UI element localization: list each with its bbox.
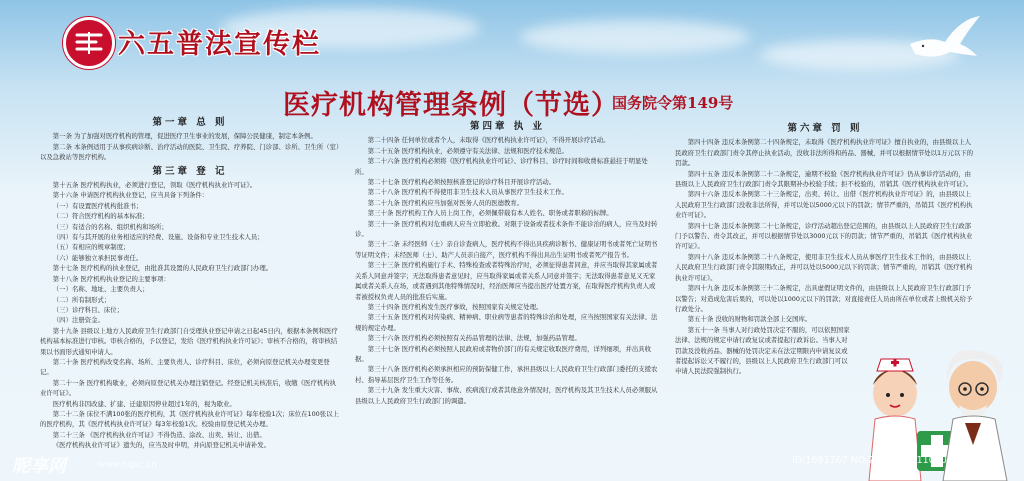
article: 第四十四条 违反本条例第二十四条规定，未取得《医疗机构执业许可证》擅自执业的，由县级以上人民政府卫生行政部门责令其停止执业活动，没收非法所得和药品、器械，并可以根据情节处以1万元以下的罚款。 bbox=[675, 138, 974, 168]
article: 第十五条 医疗机构执业，必须进行登记，领取《医疗机构执业许可证》。 bbox=[52, 181, 257, 190]
article: 第十九条 县级以上地方人民政府卫生行政部门自受理执业登记申请之日起45日内，根据本条例和医疗机构基本标准进行审核。审核合格的，予以登记，发给《医疗机构执业许可证》；审核不合格的，将审核结果以书面形式通知申请人。 bbox=[40, 326, 338, 356]
article: 第二十三条 《医疗机构执业许可证》不得伪造、涂改、出卖、转让、出借。 bbox=[52, 430, 266, 439]
article: 第三十一条 医疗机构对危重病人应当立即抢救。对限于设备或者技术条件不能诊治的病人，应当及时转诊。 bbox=[355, 219, 658, 239]
article: 第三十七条 医疗机构必须按照人民政府或者物价部门的有关规定收取医疗费用，详列细项，并出具收据。 bbox=[355, 344, 652, 363]
article: 第四十九条 违反本条例第三十二条规定，出具虚假证明文件的，由县级以上人民政府卫生行政部门予以警告；对造成危害后果的，可以处以1000元以下的罚款；对直接责任人员由所在单位或者上级机关给予行政处分。 bbox=[675, 284, 973, 313]
article: 第二十八条 医疗机构不得使用非卫生技术人员从事医疗卫生技术工作。 bbox=[367, 188, 568, 197]
article: 第五十一条 当事人对行政处罚决定不服的，可以依照国家法律、法规的规定申请行政复议或者提起行政诉讼。当事人对罚款及没收药品、器械的处罚决定未在法定期限内申请复议或者提起诉讼又不履行的，县级以上人民政府卫生行政部门可以申请人民法院强制执行。 bbox=[675, 325, 850, 376]
article: 第二十条 医疗机构改变名称、场所、主要负责人、诊疗科目、床位，必须向原登记机关办理变更登记。 bbox=[40, 357, 330, 377]
header-banner bbox=[0, 0, 1024, 72]
article: 第十八条 医疗机构执业登记的主要事项： bbox=[52, 274, 170, 283]
list-item: （二）所有制形式； bbox=[52, 295, 111, 304]
article: 第二条 本条例适用于从事疾病诊断、治疗活动的医院、卫生院、疗养院、门诊部、诊所、卫生所（室）以及急救站等医疗机构。 bbox=[40, 142, 340, 162]
list-item: （二）符合医疗机构的基本标准； bbox=[52, 212, 149, 221]
article: 第四十七条 违反本条例第二十七条规定，诊疗活动超出登记范围的，由县级以上人民政府卫生行政部门予以警告、责令其改正，并可以根据情节处以3000元以下的罚款；情节严重的，吊销其《医疗机构执业许可证》。 bbox=[675, 221, 973, 251]
chapter-title: 第三章 登 记 bbox=[152, 165, 228, 177]
article: 医疗机构非因改建、扩建、迁建原因停业超过1年的，视为歇业。 bbox=[52, 399, 236, 408]
watermark-id: ID:1691767 NO:20170925110801480034 bbox=[792, 455, 990, 466]
list-item: （四）有与其开展的业务相适应的经费、设施、设备和专业卫生技术人员； bbox=[52, 233, 264, 242]
page-subtitle: 国务院令第149号 bbox=[612, 94, 734, 112]
watermark-logo: 昵享网 bbox=[12, 456, 66, 477]
article: 第三十条 医疗机构工作人员上岗工作，必须佩带载有本人姓名、职务或者职称的标牌。 bbox=[367, 209, 613, 218]
list-item: （三）诊疗科目、床位； bbox=[52, 305, 124, 314]
article: 第四十六条 违反本条例第二十三条规定，出卖、转让、出借《医疗机构执业许可证》的，由县级以上人民政府卫生行政部门没收非法所得，并可以处以5000元以下的罚款；情节严重的，吊销其《医疗机构执业许可证》。 bbox=[675, 190, 973, 220]
article: 第二十二条 床位不满100张的医疗机构，其《医疗机构执业许可证》每年校验1次；床位在100张以上的医疗机构，其《医疗机构执业许可证》每3年校验1次。校验由原登记机关办理。 bbox=[40, 409, 339, 429]
list-item: （四）注册资金。 bbox=[52, 316, 104, 325]
column-left bbox=[40, 118, 340, 451]
list-item: （一）名称、地址、主要负责人； bbox=[52, 285, 149, 294]
article: 第一条 为了加强对医疗机构的管理，促进医疗卫生事业的发展，保障公民健康，制定本条例。 bbox=[52, 132, 317, 141]
article: 第二十七条 医疗机构必须按照核准登记的诊疗科目开展诊疗活动。 bbox=[367, 178, 556, 187]
article: 第十六条 申请医疗机构执业登记，应当具备下列条件： bbox=[52, 191, 209, 200]
article: 第三十五条 医疗机构对传染病、精神病、职业病等患者的特殊诊治和处理，应当按照国家有关法律、法规的规定办理。 bbox=[355, 313, 658, 332]
logo-mark-icon bbox=[74, 29, 104, 57]
header-title: 六五普法宣传栏 bbox=[118, 29, 321, 60]
page-title: 医疗机构管理条例（节选） bbox=[283, 90, 619, 121]
list-item: （六）能够独立承担民事责任。 bbox=[52, 253, 143, 262]
list-item: （五）有相应的规章制度； bbox=[52, 243, 130, 252]
dove-icon bbox=[905, 14, 985, 66]
article: 第二十九条 医疗机构应当加强对医务人员的医德教育。 bbox=[367, 198, 524, 207]
article: 第三十九条 发生重大灾害、事故、疾病流行或者其他意外情况时，医疗机构及其卫生技术人员必须服从县级以上人民政府卫生行政部门的调遣。 bbox=[355, 386, 658, 405]
article: 第三十四条 医疗机构发生医疗事故，按照国家有关规定处理。 bbox=[367, 302, 543, 311]
article: 第二十一条 医疗机构歇业，必须向原登记机关办理注销登记。经登记机关核准后，收缴《医疗机构执业许可证》。 bbox=[40, 378, 337, 398]
article: 第十七条 医疗机构的执业登记，由批准其设置的人民政府卫生行政部门办理。 bbox=[52, 264, 273, 273]
list-item: （一）有设置医疗机构批准书； bbox=[52, 201, 143, 210]
chapter-title: 第六章 罚 则 bbox=[787, 123, 863, 134]
article: 第四十八条 违反本条例第二十八条规定，使用非卫生技术人员从事医疗卫生技术工作的，由县级以上人民政府卫生行政部门责令其限期改正，并可以处以5000元以下的罚款；情节严重的，吊销其《医疗机构执业许可证》。 bbox=[675, 252, 973, 282]
article: 第三十八条 医疗机构必须承担相应的预防保健工作，承担县级以上人民政府卫生行政部门委托的支援农村、指导基层医疗卫生工作等任务。 bbox=[355, 365, 658, 384]
watermark-url: www.nipic.cn bbox=[98, 460, 157, 470]
list-item: （三）有适合的名称、组织机构和场所； bbox=[52, 222, 168, 231]
article: 第三十三条 医疗机构施行手术、特殊检查或者特殊治疗时，必须征得患者同意，并应当取得其家属或者关系人同意并签字；无法取得患者意见时，应当取得家属或者关系人同意并签字；无法取得患者意见又无家属或者关系人在场，或者遇到其他特殊情况时，经治医师应当提出医疗处置方案，在取得医疗机构负责人或者被授权负责人员的批准后实施。 bbox=[355, 261, 658, 301]
article: 第二十六条 医疗机构必须将《医疗机构执业许可证》、诊疗科目、诊疗时间和收费标准悬挂于明显处所。 bbox=[355, 157, 648, 176]
logo-icon bbox=[63, 17, 115, 69]
article: 《医疗机构执业许可证》遗失的，应当及时申明，并向原登记机关申请补发。 bbox=[52, 441, 271, 450]
article: 第二十五条 医疗机构执业，必须遵守有关法律、法规和医疗技术规范。 bbox=[367, 146, 568, 155]
article: 第三十六条 医疗机构必须按照有关药品管理的法律、法规，加强药品管理。 bbox=[367, 334, 581, 343]
chapter-title: 第一章 总 则 bbox=[152, 117, 228, 128]
article: 第二十四条 任何单位或者个人，未取得《医疗机构执业许可证》，不得开展诊疗活动。 bbox=[367, 136, 610, 145]
article: 第五十条 没收的财物和罚款全部上交国库。 bbox=[687, 315, 812, 324]
chapter-title: 第四章 执 业 bbox=[469, 121, 546, 132]
column-middle bbox=[355, 122, 660, 406]
article: 第四十五条 违反本条例第二十二条规定，逾期不校验《医疗机构执业许可证》仍从事诊疗活动的，由县级以上人民政府卫生行政部门责令其限期补办校验手续；拒不校验的，吊销其《医疗机构执业许可证》。 bbox=[675, 169, 973, 189]
article: 第三十二条 未经医师（士）亲自诊查病人，医疗机构不得出具疾病诊断书、健康证明书或者死亡证明书等证明文件；未经医师（士）、助产人员亲自接产，医疗机构不得出具出生证明书或者死产报告书。 bbox=[355, 240, 658, 259]
